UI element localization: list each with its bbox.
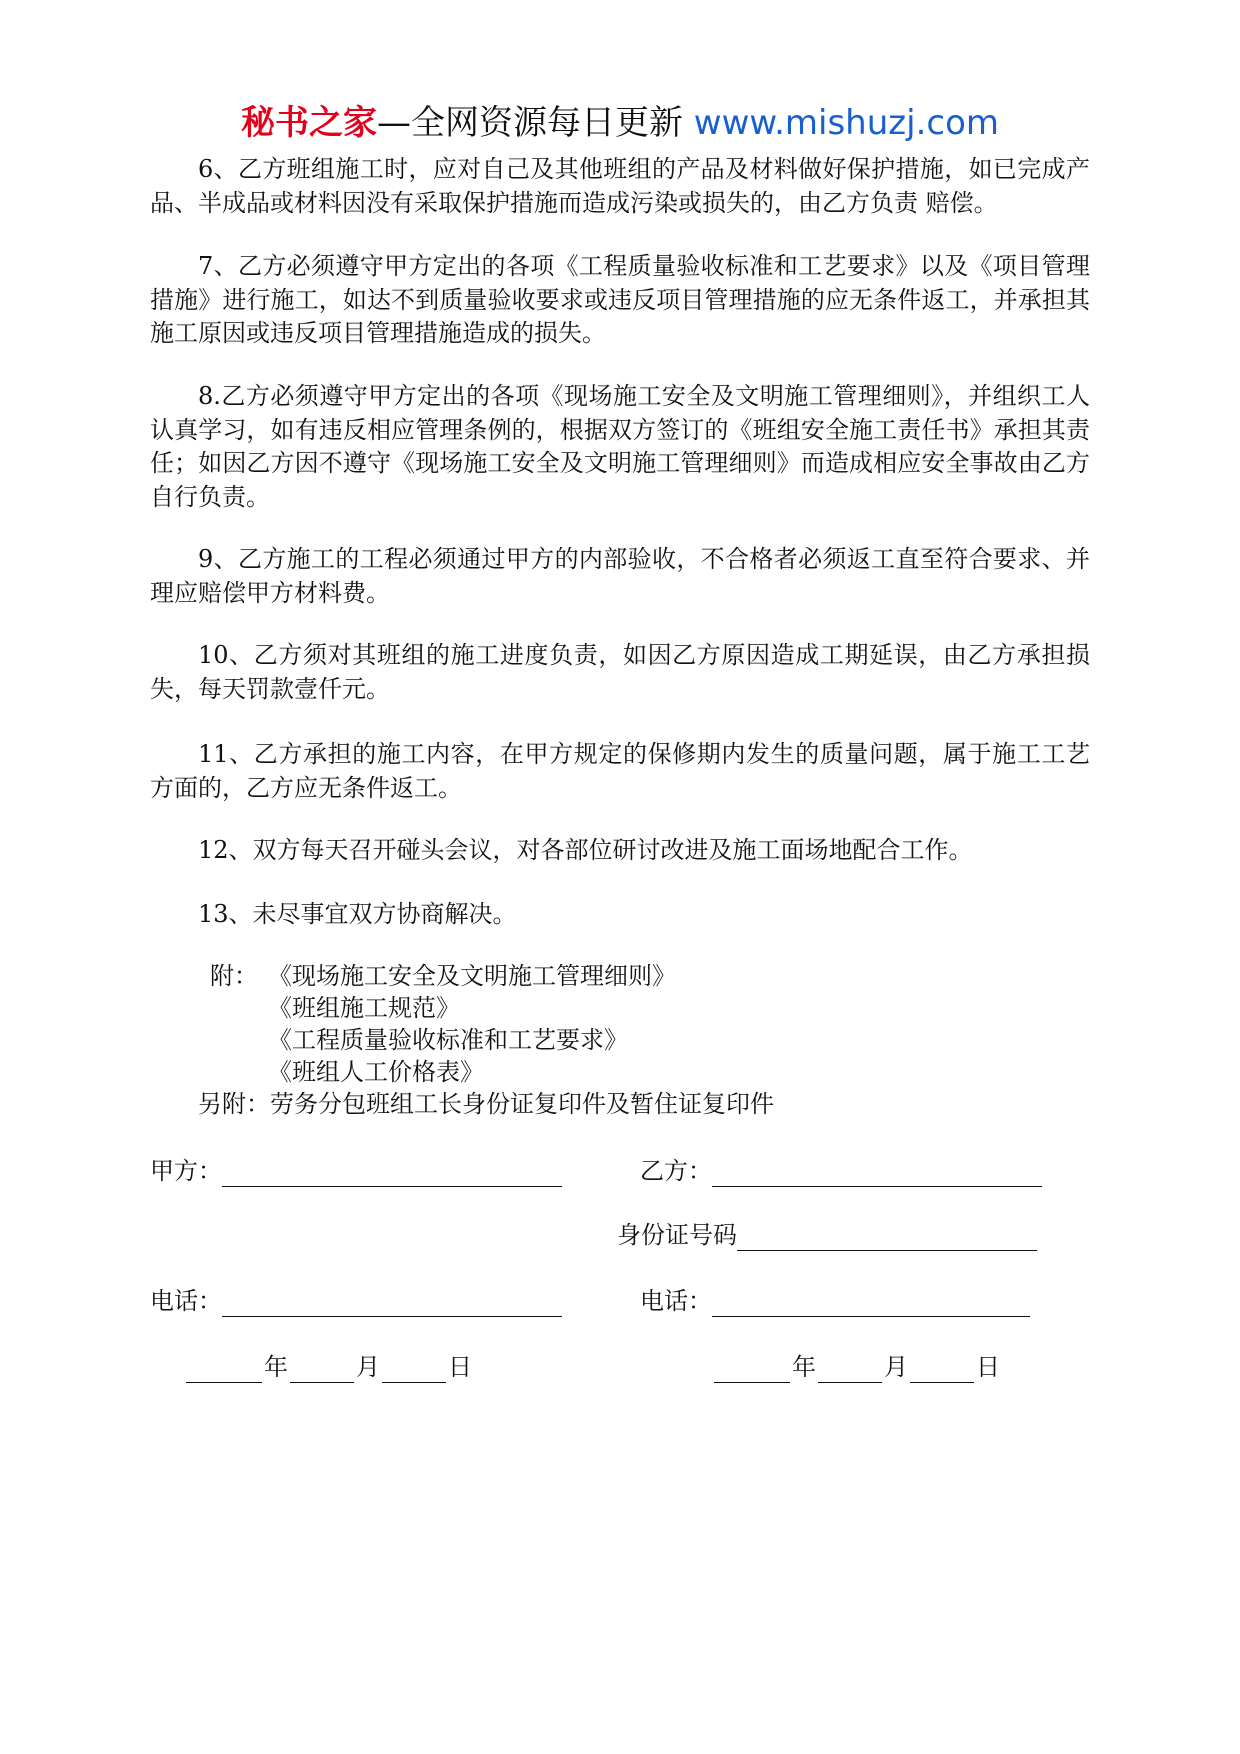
clause-7 [150, 250, 1090, 351]
clause-6 [150, 153, 1090, 220]
clause-11 [150, 738, 1090, 805]
month-blank-line[interactable] [290, 1356, 354, 1383]
party-a-phone-label: 电话： [150, 1287, 222, 1315]
month-label: 月 [884, 1353, 908, 1381]
year-blank-line[interactable] [186, 1356, 262, 1383]
clause-13 [150, 898, 1090, 932]
clause-10-text: 10、乙方须对其班组的施工进度负责，如因乙方原因造成工期延误，由乙方承担损失，每天罚款壹仟元。 [150, 641, 1090, 703]
day-blank-line[interactable] [382, 1356, 446, 1383]
additional-attachments: 另附：劳务分包班组工长身份证复印件及暂住证复印件 [198, 1090, 774, 1118]
id-number-label: 身份证号码 [617, 1221, 737, 1249]
party-b-date [714, 1351, 1002, 1383]
attachment-item: 《班组人工价格表》 [268, 1058, 484, 1086]
party-a-date [186, 1351, 474, 1383]
clause-12-text: 12、双方每天召开碰头会议，对各部位研讨改进及施工面场地配合工作。 [198, 836, 973, 864]
site-header [0, 100, 1240, 146]
party-a-blank-line[interactable] [222, 1160, 562, 1187]
day-label: 日 [976, 1353, 1000, 1381]
clause-9 [150, 543, 1090, 610]
party-a-label: 甲方： [150, 1157, 222, 1185]
day-blank-line[interactable] [910, 1356, 974, 1383]
clause-10 [150, 639, 1090, 706]
header-dash: — [376, 103, 411, 143]
clause-12 [150, 834, 1090, 868]
attachment-item: 《班组施工规范》 [268, 994, 460, 1022]
clause-8-text: 8.乙方必须遵守甲方定出的各项《现场施工安全及文明施工管理细则》，并组织工人认真学习，如有违反相应管理条例的，根据双方签订的《班组安全施工责任书》承担其责任；如因乙方因不遵守《现场施工安全及文明施工管理细则》而造成相应安全事故由乙方自行负责。 [150, 382, 1090, 511]
clause-11-text: 11、乙方承担的施工内容，在甲方规定的保修期内发生的质量问题，属于施工工艺方面的，乙方应无条件返工。 [150, 740, 1090, 802]
header-tagline: 全网资源每日更新 [410, 103, 683, 143]
party-b-phone-label: 电话： [640, 1287, 712, 1315]
party-b-phone-blank-line[interactable] [712, 1290, 1030, 1317]
attachment-item: 《现场施工安全及文明施工管理细则》 [268, 962, 676, 990]
clause-6-text: 6、乙方班组施工时，应对自己及其他班组的产品及材料做好保护措施，如已完成产品、半成品或材料因没有采取保护措施而造成污染或损失的，由乙方负责 赔偿。 [150, 155, 1090, 217]
year-label: 年 [264, 1353, 288, 1381]
header-brand: 秘书之家 [240, 103, 377, 143]
year-label: 年 [792, 1353, 816, 1381]
attachment-item: 《工程质量验收标准和工艺要求》 [268, 1026, 628, 1054]
attachments-label: 附： [210, 962, 258, 990]
clause-7-text: 7、乙方必须遵守甲方定出的各项《工程质量验收标准和工艺要求》以及《项目管理措施》进行施工，如达不到质量验收要求或违反项目管理措施的应无条件返工，并承担其施工原因或违反项目管理措施造成的损失。 [150, 252, 1090, 347]
year-blank-line[interactable] [714, 1356, 790, 1383]
month-blank-line[interactable] [818, 1356, 882, 1383]
party-b-blank-line[interactable] [712, 1160, 1042, 1187]
day-label: 日 [448, 1353, 472, 1381]
party-b-label: 乙方： [640, 1157, 712, 1185]
id-number-blank-line[interactable] [737, 1224, 1037, 1251]
party-a-phone [150, 1285, 562, 1317]
clause-13-text: 13、未尽事宜双方协商解决。 [198, 900, 517, 928]
party-a-signature [150, 1155, 562, 1187]
party-b-signature [640, 1155, 1042, 1187]
clause-9-text: 9、乙方施工的工程必须通过甲方的内部验收，不合格者必须返工直至符合要求、并理应赔偿甲方材料费。 [150, 545, 1090, 607]
id-number-field [617, 1219, 1037, 1251]
header-url-link[interactable]: www.mishuzj.com [693, 103, 999, 143]
party-b-phone [640, 1285, 1030, 1317]
party-a-phone-blank-line[interactable] [222, 1290, 562, 1317]
month-label: 月 [356, 1353, 380, 1381]
clause-8 [150, 380, 1090, 514]
